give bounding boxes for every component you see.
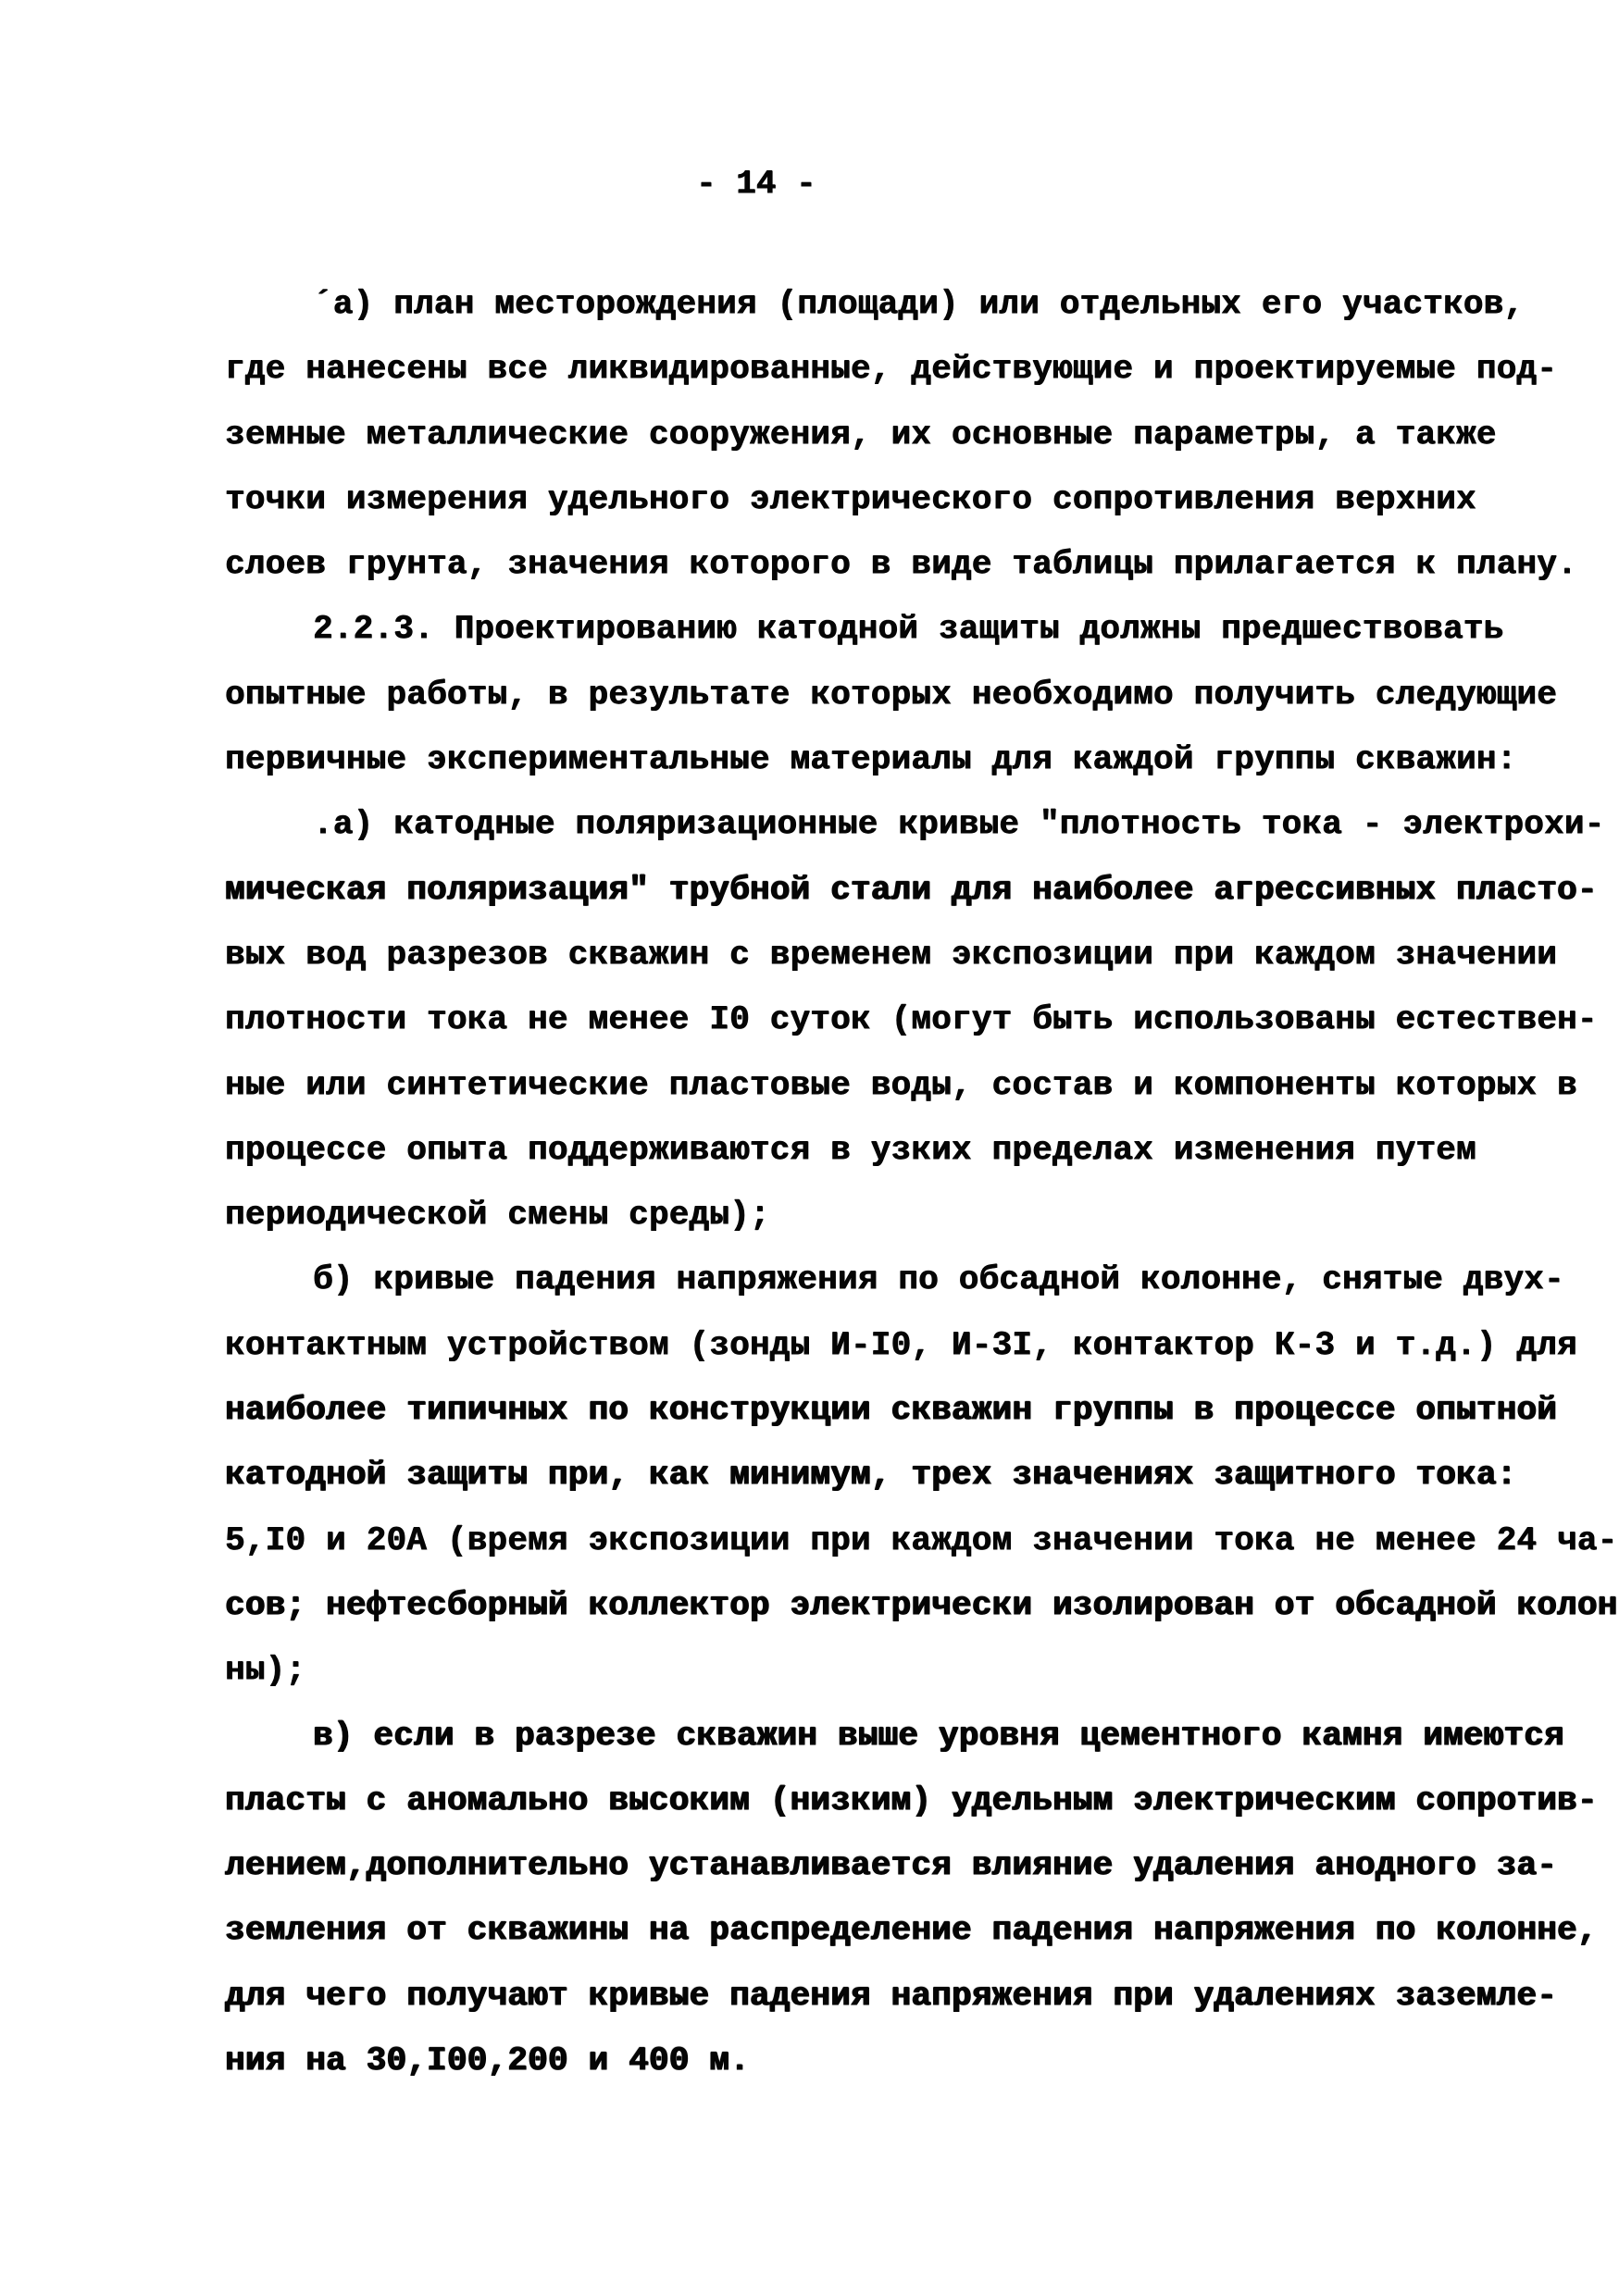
document-text-block	[225, 285, 1618, 2106]
text-line: ния на 30,I00,200 и 400 м.	[225, 2042, 750, 2080]
text-line: где нанесены все ликвидированные, действующие и проектируемые под-	[225, 350, 1558, 389]
text-line: .а) катодные поляризационные кривые "плотность тока - электрохи-	[313, 805, 1605, 844]
text-line: вых вод разрезов скважин с временем экспозиции при каждом значении	[225, 935, 1558, 974]
text-line: ные или синтетические пластовые воды, состав и компоненты которых в	[225, 1065, 1577, 1104]
text-line: 5,I0 и 20А (время экспозиции при каждом значении тока не менее 24 ча-	[225, 1520, 1618, 1559]
text-line: опытные работы, в результате которых необходимо получить следующие	[225, 675, 1558, 714]
text-line: точки измерения удельного электрического сопротивления верхних	[225, 479, 1476, 518]
text-line: 2.2.3. Проектированию катодной защиты должны предшествовать	[313, 610, 1504, 649]
text-line: наиболее типичных по конструкции скважин группы в процессе опытной	[225, 1391, 1558, 1430]
text-line: ´а) план месторождения (площади) или отдельных его участков,	[313, 285, 1525, 323]
text-line: земления от скважины на распределение падения напряжения по колонне,	[225, 1911, 1598, 1950]
text-line: в) если в разрезе скважин выше уровня цементного камня имеются	[313, 1716, 1564, 1755]
text-line: ны);	[225, 1651, 306, 1690]
text-line: мическая поляризация" трубной стали для наиболее агрессивных пласто-	[225, 870, 1598, 909]
text-line: б) кривые падения напряжения по обсадной колонне, снятые двух-	[313, 1260, 1564, 1299]
page-number: - 14 -	[696, 165, 816, 203]
text-line: процессе опыта поддерживаются в узких пределах изменения путем	[225, 1130, 1476, 1169]
text-line: плотности тока не менее I0 суток (могут быть использованы естествен-	[225, 1000, 1598, 1039]
text-line: для чего получают кривые падения напряжения при удалениях заземле-	[225, 1976, 1558, 2015]
text-line: сов; нефтесборный коллектор электрически изолирован от обсадной колон	[225, 1585, 1618, 1624]
text-line: первичные экспериментальные материалы для каждой группы скважин:	[225, 740, 1517, 779]
text-line: катодной защиты при, как минимум, трех значениях защитного тока:	[225, 1456, 1517, 1495]
text-line: земные металлические сооружения, их основные параметры, а также	[225, 415, 1497, 453]
text-line: пласты с аномально высоким (низким) удельным электрическим сопротив-	[225, 1781, 1598, 1819]
text-line: периодической смены среды);	[225, 1196, 770, 1235]
text-line: слоев грунта, значения которого в виде таблицы прилагается к плану.	[225, 545, 1577, 584]
text-line: контактным устройством (зонды И-I0, И-3I, контактор К-3 и т.д.) для	[225, 1325, 1577, 1364]
text-line: лением,дополнительно устанавливается влияние удаления анодного за-	[225, 1846, 1558, 1885]
